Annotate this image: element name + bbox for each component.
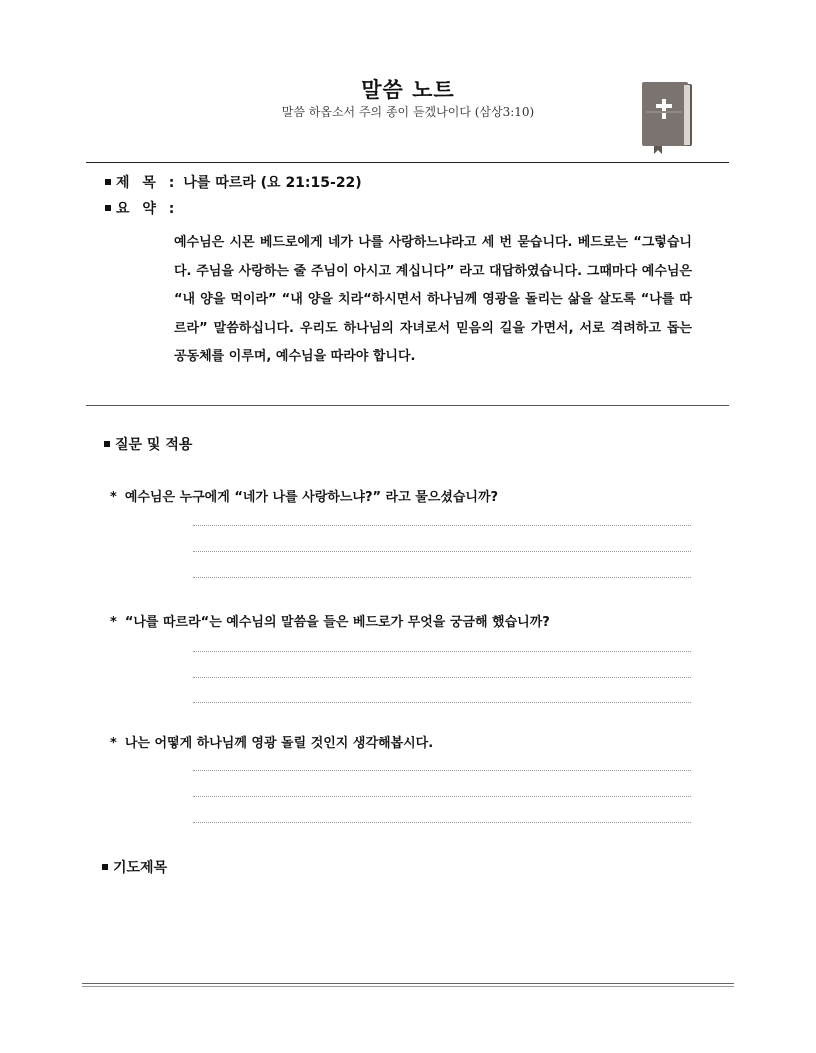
- bullet-square-icon: [105, 205, 111, 211]
- question-marker: *: [110, 615, 117, 630]
- footer-divider-secondary: [82, 986, 734, 987]
- answer-line[interactable]: [193, 822, 691, 823]
- question-marker: *: [110, 736, 117, 751]
- answer-line[interactable]: [193, 796, 691, 797]
- question-text: “나를 따르라“는 예수님의 말씀을 들은 베드로가 무엇을 궁금해 했습니까?: [124, 615, 550, 630]
- footer-divider: [82, 983, 734, 984]
- questions-heading-label: 질문 및 적용: [115, 437, 193, 453]
- questions-heading: [104, 434, 192, 454]
- summary-text: 예수님은 시몬 베드로에게 네가 나를 사랑하느냐라고 세 번 묻습니다. 베드로는 “그렇습니다. 주님을 사랑하는 줄 주님이 아시고 계십니다” 라고 대답하였습니다. 그때마다 예수님은 “내 양을 먹이라” “내 양을 치라“하시면서 하나님께 영광을 돌리는 삶을 살도록 “나를 따르라” 말씀하십니다. 우리도 하나님의 자녀로서 믿음의 길을 가면서, 서로 격려하고 돕는 공동체를 이루며, 예수님을 따라야 합니다.: [174, 235, 692, 364]
- question-item: [110, 732, 433, 751]
- subject-label: 제 목 :: [116, 175, 179, 191]
- prayer-heading: [102, 857, 167, 877]
- page-subtitle: 말씀 하옵소서 주의 종이 듣겠나이다 (삼상3:10): [281, 105, 535, 119]
- bible-cross-icon: [640, 82, 696, 154]
- answer-line[interactable]: [193, 525, 691, 526]
- question-text: 예수님은 누구에게 “네가 나를 사랑하느냐?” 라고 물으셨습니까?: [124, 490, 499, 505]
- subject-row: [105, 172, 362, 192]
- subject-value: 나를 따르라 (요 21:15-22): [183, 175, 362, 191]
- bullet-square-icon: [104, 441, 110, 447]
- answer-line[interactable]: [193, 577, 691, 578]
- question-text: 나는 어떻게 하나님께 영광 돌릴 것인지 생각해봅시다.: [124, 736, 434, 751]
- prayer-heading-label: 기도제목: [113, 860, 168, 876]
- answer-line[interactable]: [193, 551, 691, 552]
- answer-line[interactable]: [193, 677, 691, 678]
- answer-line[interactable]: [193, 651, 691, 652]
- summary-label: 요 약 :: [116, 201, 179, 217]
- section-divider: [86, 405, 729, 406]
- header-divider: [86, 162, 729, 163]
- bullet-square-icon: [102, 864, 108, 870]
- summary-row: [105, 198, 178, 218]
- question-item: [110, 611, 550, 630]
- answer-line[interactable]: [193, 770, 691, 771]
- question-marker: *: [110, 490, 117, 505]
- answer-line[interactable]: [193, 702, 691, 703]
- question-item: [110, 486, 498, 505]
- bullet-square-icon: [105, 179, 111, 185]
- page-title: 말씀 노트: [361, 78, 455, 102]
